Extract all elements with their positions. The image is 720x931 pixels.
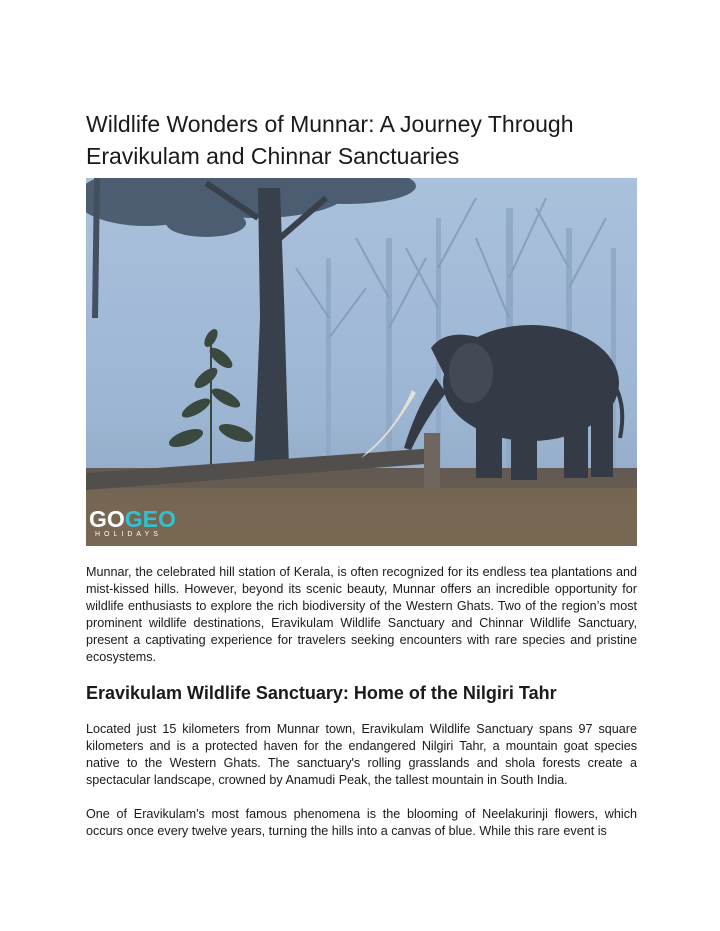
- section-heading-eravikulam: Eravikulam Wildlife Sanctuary: Home of the Nilgiri Tahr: [86, 683, 557, 703]
- elephant-forest-image: [86, 178, 637, 546]
- logo-holidays-text: HOLIDAYS: [95, 531, 162, 538]
- eravikulam-paragraph-1: Located just 15 kilometers from Munnar town, Eravikulam Wildlife Sanctuary spans 97 square kilometers and is a protected haven for the endangered Nilgiri Tahr, a mountain goat species native to the Western Ghats. The sanctuary's rolling grasslands and shola forests create a spectacular landscape, crowned by Anamudi Peak, the tallest mountain in South India.: [86, 722, 637, 787]
- elephant-photo: [86, 178, 637, 546]
- logo-geo-text: GEO: [124, 506, 176, 532]
- gogeo-logo: [89, 508, 176, 538]
- eravikulam-paragraph-2: One of Eravikulam's most famous phenomena is the blooming of Neelakurinji flowers, which occurs once every twelve years, turning the hills into a canvas of blue. While this rare event is: [86, 807, 637, 838]
- logo-go-text: GO: [89, 506, 125, 532]
- document-title: Wildlife Wonders of Munnar: A Journey Through Eravikulam and Chinnar Sanctuaries: [86, 111, 574, 169]
- intro-paragraph: Munnar, the celebrated hill station of Kerala, is often recognized for its endless tea plantations and mist-kissed hills. However, beyond its scenic beauty, Munnar offers an incredible opportunity for wildlife enthusiasts to explore the rich biodiversity of the Western Ghats. Two of the region’s most prominent wildlife destinations, Eravikulam Wildlife Sanctuary and Chinnar Wildlife Sanctuary, present a captivating experience for travelers seeking encounters with rare species and pristine ecosystems.: [86, 565, 637, 664]
